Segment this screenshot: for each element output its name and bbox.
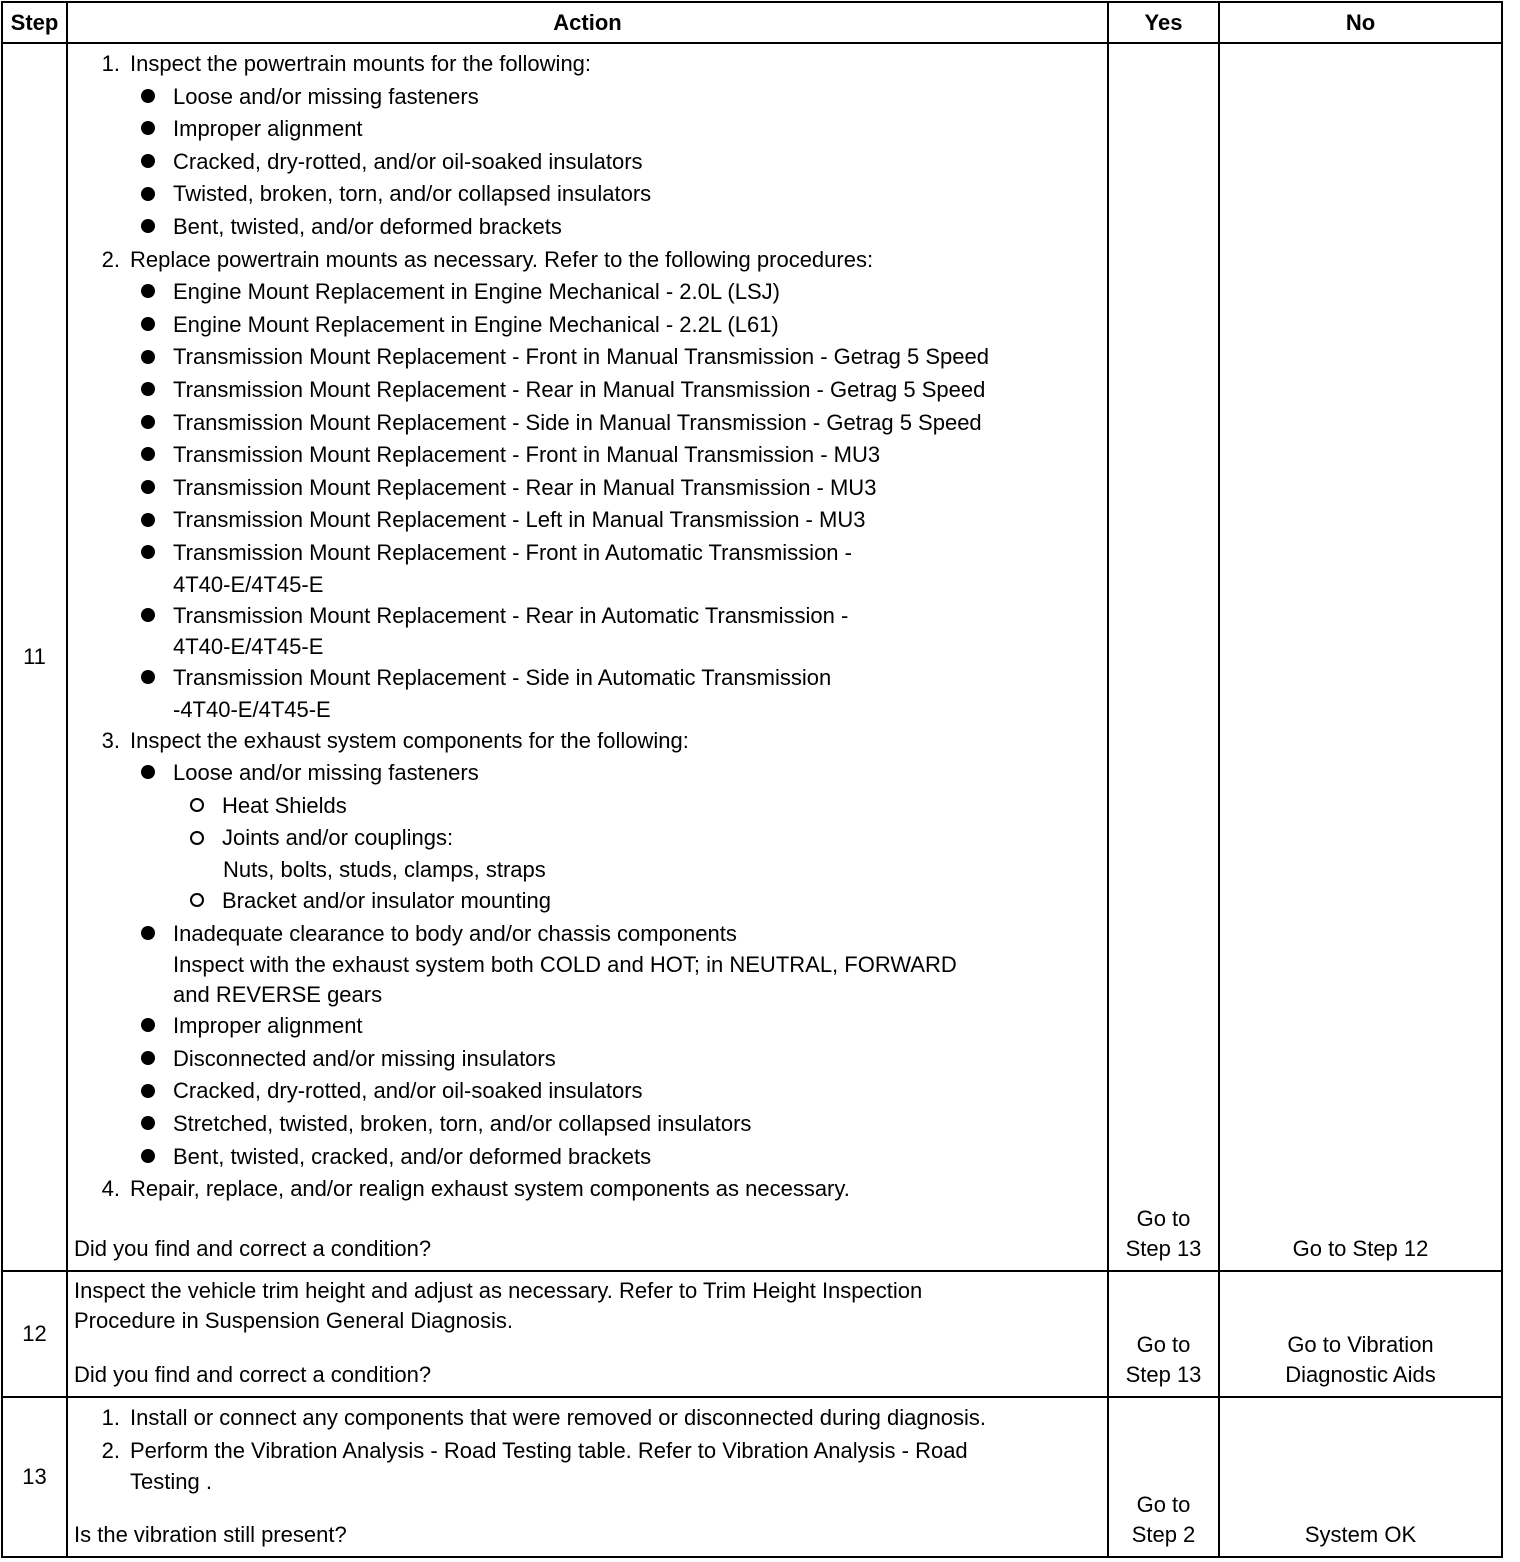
bullet-icon bbox=[141, 1051, 155, 1065]
item-number: 1. bbox=[101, 51, 120, 76]
sub-item bbox=[74, 1075, 1107, 1108]
bullet-icon bbox=[141, 350, 155, 364]
circle-bullet-icon bbox=[190, 893, 204, 907]
sub-item bbox=[74, 1141, 1107, 1174]
sub-item-text: Transmission Mount Replacement - Rear in Manual Transmission - MU3 bbox=[173, 474, 877, 500]
yes-text: Step 13 bbox=[1125, 1362, 1202, 1387]
bullet-icon bbox=[141, 926, 155, 940]
bullet-icon bbox=[141, 187, 155, 201]
sub-item bbox=[74, 211, 1107, 244]
sub-item bbox=[74, 1108, 1107, 1141]
action-cell bbox=[67, 43, 1108, 1271]
list-item bbox=[74, 1173, 1107, 1206]
sub-sub-item bbox=[74, 790, 1107, 823]
sub-item-continuation: and REVERSE gears bbox=[173, 982, 383, 1008]
sub-item bbox=[74, 178, 1107, 211]
bullet-icon bbox=[141, 447, 155, 461]
sub-item bbox=[74, 504, 1107, 537]
bullet-icon bbox=[141, 317, 155, 331]
sub-item bbox=[74, 537, 1107, 570]
list-item bbox=[74, 244, 1107, 277]
bullet-icon bbox=[141, 121, 155, 135]
no-text: Go to Vibration bbox=[1287, 1332, 1434, 1357]
item-number: 3. bbox=[101, 727, 120, 753]
sub-item bbox=[74, 757, 1107, 790]
sub-item bbox=[74, 600, 1107, 633]
header-action: Action bbox=[67, 2, 1108, 43]
question-text: Is the vibration still present? bbox=[74, 1522, 347, 1547]
sub-item bbox=[74, 439, 1107, 472]
bullet-icon bbox=[141, 480, 155, 494]
list-item bbox=[74, 48, 1107, 81]
sub-item-continuation: 4T40-E/4T45-E bbox=[173, 634, 324, 660]
sub-item-text: Engine Mount Replacement in Engine Mechanical - 2.2L (L61) bbox=[173, 311, 779, 337]
sub-item bbox=[74, 309, 1107, 342]
sub-item-continuation: 4T40-E/4T45-E bbox=[173, 571, 324, 597]
sub-item-text: Loose and/or missing fasteners bbox=[173, 83, 479, 109]
sub-sub-item-text: Joints and/or couplings: bbox=[222, 825, 454, 851]
sub-sub-item bbox=[74, 885, 1107, 918]
sub-item-text: Engine Mount Replacement in Engine Mechanical - 2.0L (LSJ) bbox=[173, 279, 780, 305]
yes-cell bbox=[1108, 1397, 1219, 1557]
sub-item-continuation: Inspect with the exhaust system both COLD and HOT; in NEUTRAL, FORWARD bbox=[173, 952, 957, 978]
sub-sub-item-text: Bracket and/or insulator mounting bbox=[222, 888, 551, 914]
header-row bbox=[2, 2, 1502, 43]
item-text: Repair, replace, and/or realign exhaust system components as necessary. bbox=[130, 1176, 850, 1202]
item-number: 2. bbox=[101, 246, 120, 272]
paragraph-line: Inspect the vehicle trim height and adjust as necessary. Refer to Trim Height Inspection bbox=[74, 1278, 923, 1303]
bullet-icon bbox=[141, 382, 155, 396]
sub-item-text: Twisted, broken, torn, and/or collapsed insulators bbox=[173, 181, 652, 207]
sub-item-text: Loose and/or missing fasteners bbox=[173, 760, 479, 786]
header-no: No bbox=[1219, 2, 1502, 43]
table-row bbox=[2, 1271, 1502, 1397]
bullet-icon bbox=[141, 284, 155, 298]
no-text: Go to Step 12 bbox=[1292, 1236, 1429, 1261]
sub-item bbox=[74, 341, 1107, 374]
bullet-icon bbox=[141, 1018, 155, 1032]
yes-text: Go to bbox=[1136, 1206, 1191, 1231]
item-text: Inspect the powertrain mounts for the following: bbox=[130, 51, 592, 76]
item-number: 2. bbox=[101, 1437, 120, 1463]
yes-cell bbox=[1108, 43, 1219, 1271]
sub-item bbox=[74, 662, 1107, 695]
sub-item-text: Improper alignment bbox=[173, 116, 363, 142]
bullet-icon bbox=[141, 670, 155, 684]
sub-item-continuation: -4T40-E/4T45-E bbox=[173, 696, 331, 722]
bullet-icon bbox=[141, 1084, 155, 1098]
step-number: 13 bbox=[2, 1397, 67, 1557]
action-cell bbox=[67, 1271, 1108, 1397]
table-row bbox=[2, 1397, 1502, 1557]
paragraph-line: Procedure in Suspension General Diagnosis. bbox=[74, 1308, 514, 1333]
question-text: Did you find and correct a condition? bbox=[74, 1362, 432, 1387]
bullet-icon bbox=[141, 513, 155, 527]
diagnostic-table bbox=[1, 1, 1503, 1558]
item-text: Perform the Vibration Analysis - Road Testing table. Refer to Vibration Analysis - Road bbox=[130, 1437, 968, 1463]
no-text: System OK bbox=[1304, 1522, 1417, 1547]
sub-sub-item-continuation: Nuts, bolts, studs, clamps, straps bbox=[223, 857, 546, 883]
sub-item-text: Disconnected and/or missing insulators bbox=[173, 1045, 556, 1071]
yes-text: Step 2 bbox=[1131, 1522, 1196, 1547]
item-number: 4. bbox=[101, 1176, 120, 1202]
circle-bullet-icon bbox=[190, 831, 204, 845]
no-cell bbox=[1219, 43, 1502, 1271]
item-text: Replace powertrain mounts as necessary. Refer to the following procedures: bbox=[130, 246, 874, 272]
sub-item bbox=[74, 1010, 1107, 1043]
sub-item bbox=[74, 374, 1107, 407]
sub-item-text: Transmission Mount Replacement - Rear in Manual Transmission - Getrag 5 Speed bbox=[173, 376, 986, 402]
sub-item-text: Cracked, dry-rotted, and/or oil-soaked insulators bbox=[173, 148, 643, 174]
sub-item bbox=[74, 81, 1107, 114]
header-yes: Yes bbox=[1108, 2, 1219, 43]
sub-item-text: Bent, twisted, cracked, and/or deformed brackets bbox=[173, 1143, 652, 1169]
sub-item bbox=[74, 113, 1107, 146]
sub-item-text: Transmission Mount Replacement - Front in Automatic Transmission - bbox=[173, 539, 852, 565]
sub-item-text: Cracked, dry-rotted, and/or oil-soaked insulators bbox=[173, 1078, 643, 1104]
bullet-icon bbox=[141, 1116, 155, 1130]
sub-item-text: Transmission Mount Replacement - Front in Manual Transmission - Getrag 5 Speed bbox=[173, 344, 989, 370]
bullet-icon bbox=[141, 154, 155, 168]
step-number: 11 bbox=[2, 43, 67, 1271]
sub-item-text: Transmission Mount Replacement - Rear in Automatic Transmission - bbox=[173, 602, 849, 628]
yes-text: Step 13 bbox=[1125, 1236, 1202, 1261]
yes-text: Go to bbox=[1136, 1492, 1191, 1517]
sub-item-text: Transmission Mount Replacement - Front in Manual Transmission - MU3 bbox=[173, 442, 881, 468]
sub-item-text: Transmission Mount Replacement - Side in Manual Transmission - Getrag 5 Speed bbox=[173, 409, 982, 435]
list-item bbox=[74, 1402, 1107, 1435]
item-text: Install or connect any components that were removed or disconnected during diagnosis. bbox=[130, 1405, 987, 1430]
yes-cell bbox=[1108, 1271, 1219, 1397]
item-number: 1. bbox=[101, 1405, 120, 1430]
bullet-icon bbox=[141, 415, 155, 429]
yes-text: Go to bbox=[1136, 1332, 1191, 1357]
bullet-icon bbox=[141, 765, 155, 779]
sub-item-text: Inadequate clearance to body and/or chassis components bbox=[173, 920, 737, 946]
no-cell bbox=[1219, 1271, 1502, 1397]
sub-item bbox=[74, 407, 1107, 440]
sub-item-text: Improper alignment bbox=[173, 1013, 363, 1039]
bullet-icon bbox=[141, 608, 155, 622]
bullet-icon bbox=[141, 1149, 155, 1163]
sub-item-text: Bent, twisted, and/or deformed brackets bbox=[173, 213, 562, 239]
bullet-icon bbox=[141, 89, 155, 103]
sub-item bbox=[74, 918, 1107, 951]
item-continuation: Testing . bbox=[130, 1469, 212, 1495]
header-step: Step bbox=[2, 2, 67, 43]
circle-bullet-icon bbox=[190, 798, 204, 812]
sub-item bbox=[74, 146, 1107, 179]
sub-sub-item-text: Heat Shields bbox=[222, 792, 347, 818]
list-item bbox=[74, 1435, 1107, 1468]
sub-item-text: Stretched, twisted, broken, torn, and/or collapsed insulators bbox=[173, 1111, 752, 1137]
sub-item-text: Transmission Mount Replacement - Left in Manual Transmission - MU3 bbox=[173, 507, 866, 533]
table-row bbox=[2, 43, 1502, 1271]
step-number: 12 bbox=[2, 1271, 67, 1397]
sub-sub-item bbox=[74, 822, 1107, 855]
bullet-icon bbox=[141, 219, 155, 233]
no-text: Diagnostic Aids bbox=[1285, 1362, 1436, 1387]
no-cell bbox=[1219, 1397, 1502, 1557]
bullet-icon bbox=[141, 545, 155, 559]
sub-item bbox=[74, 472, 1107, 505]
action-cell bbox=[67, 1397, 1108, 1557]
sub-item bbox=[74, 276, 1107, 309]
sub-item bbox=[74, 1043, 1107, 1076]
sub-item-text: Transmission Mount Replacement - Side in Automatic Transmission bbox=[173, 665, 832, 691]
question-text: Did you find and correct a condition? bbox=[74, 1236, 432, 1261]
list-item bbox=[74, 725, 1107, 758]
item-text: Inspect the exhaust system components for the following: bbox=[130, 727, 689, 753]
